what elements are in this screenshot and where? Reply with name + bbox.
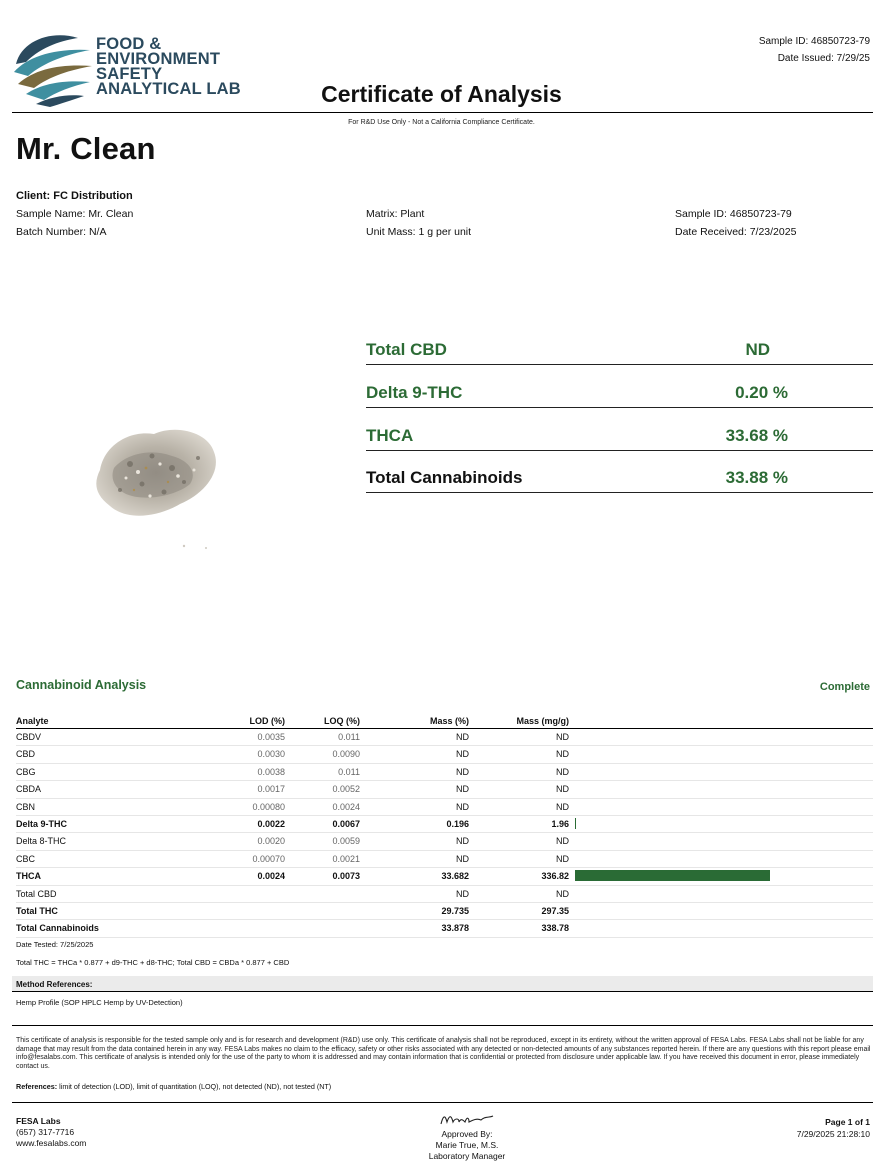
table-row	[16, 799, 873, 816]
cell-name: THCA	[16, 871, 41, 882]
table-row	[16, 920, 873, 937]
cell-name: Total Cannabinoids	[16, 923, 99, 934]
header-lod: LOD (%)	[249, 716, 285, 726]
summary-label: Total CBD	[366, 340, 447, 359]
cell-mass: ND	[456, 732, 469, 742]
summary-value: 0.20 %	[735, 383, 788, 402]
summary-label: THCA	[366, 426, 414, 445]
unit-mass: Unit Mass: 1 g per unit	[366, 226, 472, 238]
header-date-issued: Date Issued: 7/29/25	[777, 53, 870, 64]
cell-mass: ND	[456, 888, 469, 899]
cell-lod: 0.0038	[257, 766, 285, 777]
summary-row-delta9-thc	[366, 373, 873, 408]
cell-lod: 0.0022	[257, 818, 285, 829]
summary-row-thca	[366, 416, 873, 451]
table-row	[16, 851, 873, 868]
batch-number: Batch Number: N/A	[16, 226, 107, 238]
table-row	[16, 816, 873, 833]
matrix: Matrix: Plant	[366, 208, 425, 220]
summary-value: ND	[745, 340, 770, 359]
mass-bar	[575, 870, 770, 881]
header-mass-mg: Mass (mg/g)	[516, 716, 569, 726]
cell-mass: ND	[456, 784, 469, 795]
date-tested: Date Tested: 7/25/2025	[16, 940, 94, 949]
footer-company: FESA Labs	[16, 1116, 61, 1126]
cell-name: CBD	[16, 749, 36, 760]
sample-id: Sample ID: 46850723-79	[675, 208, 792, 220]
cell-name: CBN	[16, 801, 36, 812]
client-name: Client: FC Distribution	[16, 190, 133, 202]
cell-mg: 336.82	[541, 871, 569, 882]
cell-loq: 0.0073	[332, 871, 360, 882]
header-loq: LOQ (%)	[324, 716, 360, 726]
cell-name: CBDA	[16, 784, 42, 795]
approver-name: Marie True, M.S.	[435, 1140, 499, 1150]
cell-mg: ND	[556, 732, 569, 742]
product-photo	[80, 398, 240, 568]
summary-value: 33.88 %	[725, 468, 788, 487]
cell-name: Delta 9-THC	[16, 818, 68, 829]
total-formula: Total THC = THCa * 0.877 + d9-THC + d8-THC; Total CBD = CBDa * 0.877 + CBD	[16, 958, 290, 967]
cell-mg: ND	[556, 836, 569, 847]
cell-name: CBG	[16, 766, 36, 777]
page-number: Page 1 of 1	[825, 1117, 870, 1127]
table-row	[16, 764, 873, 781]
product-name: Mr. Clean	[16, 131, 156, 166]
cell-mg: ND	[556, 766, 569, 777]
cell-mass: 29.735	[441, 905, 469, 916]
cell-lod: 0.00080	[252, 801, 285, 812]
references-note	[16, 1082, 331, 1091]
summary-label: Delta 9-THC	[366, 383, 463, 402]
table-row	[16, 746, 873, 763]
cell-mass: 0.196	[446, 818, 469, 829]
cell-loq: 0.0024	[332, 801, 360, 812]
cell-name: CBDV	[16, 732, 42, 742]
cell-mass: ND	[456, 853, 469, 864]
footer-phone: (657) 317-7716	[16, 1127, 75, 1137]
cell-lod: 0.0017	[257, 784, 285, 795]
cell-mg: 1.96	[551, 818, 569, 829]
cell-mass: ND	[456, 836, 469, 847]
cell-loq: 0.011	[338, 732, 360, 742]
header-analyte: Analyte	[16, 716, 49, 726]
cell-name: Delta 8-THC	[16, 836, 67, 847]
cell-mg: ND	[556, 853, 569, 864]
footer-contact	[16, 1116, 86, 1149]
table-row	[16, 781, 873, 798]
method-references-title: Method References:	[16, 980, 93, 989]
cell-lod: 0.0035	[257, 732, 285, 742]
legal-disclaimer: This certificate of analysis is responsible for the tested sample only and is for research and development (R&D) use only. This certificate of analysis shall not be reproduced, except in its entirety, without the written approval of FESA Labs. FESA Labs shall not be liable for any damage that may result from the data contained herein in any way. FESA Labs makes no claim to the efficacy, safety or other risks associated with any detected or non-detected amounts of any substances reported herein. If there are any questions with this report please email info@fesalabs.com. This certificate of analysis is intended only for the use of the party to whom it is addressed and may contain information that is confidential or protected from disclosure under applicable law. If you have received this document in error, please immediately contact us.	[16, 1037, 871, 1070]
approver-title: Laboratory Manager	[428, 1151, 506, 1161]
references-label: References:	[16, 1082, 58, 1091]
table-header	[16, 714, 873, 729]
cell-mass: 33.878	[441, 923, 469, 934]
cell-lod: 0.0030	[257, 749, 285, 760]
header-mass-percent: Mass (%)	[429, 716, 469, 726]
references-text: limit of detection (LOD), limit of quantitation (LOQ), not detected (ND), not tested (NT)	[57, 1082, 332, 1091]
cell-loq: 0.0052	[332, 784, 360, 795]
info-column-right	[675, 205, 796, 241]
lab-name: FOOD & ENVIRONMENT SAFETY ANALYTICAL LAB	[96, 35, 241, 98]
footer-approval	[377, 1112, 557, 1162]
cell-loq: 0.0021	[332, 853, 360, 864]
compliance-disclaimer: For R&D Use Only - Not a California Compliance Certificate.	[348, 119, 535, 126]
print-timestamp: 7/29/2025 21:28:10	[796, 1129, 870, 1139]
header-divider	[12, 112, 873, 113]
summary-value: 33.68 %	[725, 426, 788, 445]
table-row	[16, 833, 873, 850]
cell-mg: ND	[556, 801, 569, 812]
divider	[12, 1025, 873, 1026]
table-row	[16, 903, 873, 920]
table-row	[16, 886, 873, 903]
cell-loq: 0.0059	[332, 836, 360, 847]
analysis-status: Complete	[819, 681, 870, 693]
cell-name: Total CBD	[16, 888, 57, 899]
document-title: Certificate of Analysis	[321, 81, 562, 107]
table-row	[16, 868, 873, 885]
footer-page-info	[797, 1116, 870, 1140]
mass-bar	[575, 818, 576, 829]
approved-by-label: Approved By:	[441, 1129, 493, 1139]
cell-mass: ND	[456, 801, 469, 812]
info-column-middle	[366, 205, 471, 241]
summary-label: Total Cannabinoids	[366, 468, 523, 487]
cell-mg: ND	[556, 888, 569, 899]
method-references-body: Hemp Profile (SOP HPLC Hemp by UV-Detection)	[16, 998, 183, 1007]
cannabinoid-table	[16, 714, 873, 938]
table-row	[16, 729, 873, 746]
signature-icon	[437, 1112, 497, 1128]
sample-name: Sample Name: Mr. Clean	[16, 208, 134, 220]
cell-mg: 297.35	[541, 905, 569, 916]
table-body	[16, 729, 873, 938]
footer-website[interactable]: www.fesalabs.com	[16, 1138, 87, 1148]
summary-row-total-cannabinoids	[366, 458, 873, 493]
footer-divider	[12, 1102, 873, 1103]
method-references-header	[12, 976, 873, 992]
cell-lod: 0.0020	[257, 836, 285, 847]
cell-loq: 0.0067	[332, 818, 360, 829]
cell-mg: 338.78	[541, 923, 569, 934]
cell-loq: 0.0090	[332, 749, 360, 760]
cell-name: Total THC	[16, 905, 58, 916]
cell-name: CBC	[16, 853, 36, 864]
date-received: Date Received: 7/23/2025	[675, 226, 797, 238]
cell-lod: 0.00070	[252, 853, 285, 864]
summary-row-total-cbd	[366, 330, 873, 365]
cell-mg: ND	[556, 784, 569, 795]
cell-mg: ND	[556, 749, 569, 760]
info-column-left	[16, 205, 133, 241]
analysis-title: Cannabinoid Analysis	[16, 678, 147, 692]
cell-mass: ND	[456, 766, 469, 777]
cell-lod: 0.0024	[257, 871, 285, 882]
cell-loq: 0.011	[338, 766, 360, 777]
header-sample-id: Sample ID: 46850723-79	[758, 36, 870, 47]
cell-mass: 33.682	[441, 871, 469, 882]
header-meta	[759, 33, 870, 67]
cell-mass: ND	[456, 749, 469, 760]
